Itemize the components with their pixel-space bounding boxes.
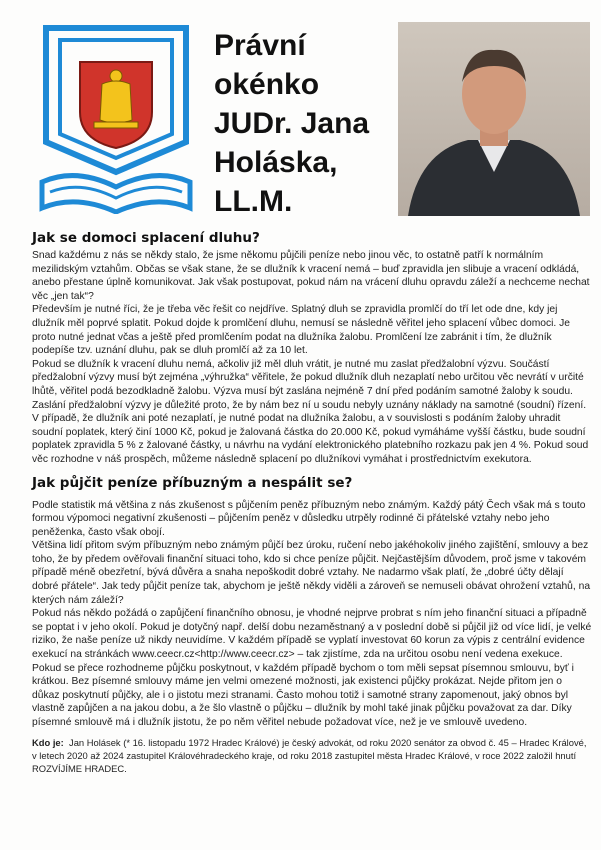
article-body [32, 230, 592, 775]
title-line: Právní [214, 29, 306, 62]
bio-text: Jan Holásek (* 16. listopadu 1972 Hradec Králové) je český advokát, od roku 2020 senátor za obvod č. 45 – Hradec Králové, v letech 2020 až 2024 zastupitel Královéhradeckého kraje, od roku 2018 zastupitel města Hradec Králové, v roce 2022 založil hnutí ROZVÍJÍME HRADEC. [32, 736, 587, 774]
title-line: okénko [214, 68, 320, 101]
municipal-logo [36, 22, 196, 214]
paragraph: Především je nutné říci, že je třeba věc řešit co nejdříve. Splatný dluh se zpravidla promlčí do tří let ode dne, kdy jej dlužník měl poprvé splatit. Pokud dojde k promlčení dluhu, nemusí se následně věřitel jeho splacení vůbec domoci. Je proto nutné jednat včas a ještě před promlčením podat na dlužníka žalobu. Promlčení lze zabránit i tím, že dlužník podepíše tzv. uznání dluhu, pak se dluh promlčí až za 10 let. [32, 304, 571, 357]
paragraph: Pokud nás někdo požádá o zapůjčení finančního obnosu, je vhodné nejprve probrat s ním jeho finanční situaci a případně se poptat i v jeho okolí. Pokud je dotyčný např. delší dobu nezaměstnaný a v poslední době si půjčil již od více lidí, je velké riziko, že naše peníze už nikdy neuvidíme. V každém případě se vyplatí investovat 60 korun za výpis z centrální evidence exekucí na stránkách www.ceecr.cz<http://www.ceecr.cz> – tak zjistíme, zda na určitou osobu není vedena exekuce. [32, 608, 592, 661]
paragraph: V případě, že dlužník ani poté nezaplatí, je nutné podat na dlužníka žalobu, a v souvislosti s podáním žaloby uhradit soudní poplatek, který činí 1000 Kč, pokud je žalovaná částka do 20.000 Kč, pokud vymáháme vyšší částku, bude soudní poplatek zpravidla 5 % z žalované částky, u návrhu na vydání elektronického platebního rozkazu pak jen 4 %. Pokud soud věc rozhodne v náš prospěch, můžeme následně splacení po dlužníkovi vymáhat i prostřednictvím exekutora. [32, 413, 589, 465]
bio-label: Kdo je: [32, 736, 64, 748]
paragraph: Podle statistik má většina z nás zkušenost s půjčením peněz příbuzným nebo známým. Každý pátý Čech však má s touto formou výpomoci negativní zkušenosti – půjčením peněz v důsledku utrpěly rodinné či přátelské vztahy nebo jeho peněženka, často však obojí. [32, 499, 586, 538]
title-line: LL.M. [214, 185, 293, 218]
title-line: Holáska, [214, 146, 338, 179]
paragraph: Snad každému z nás se někdy stalo, že jsme někomu půjčili peníze nebo jinou věc, to ostatně patří k normálním mezilidským vztahům. Občas se však stane, že se dlužník k vracení nemá – buď zpravidla jen slibuje a vracení odkládá, anebo přestane úplně komunikovat. Jak však postupovat, pokud nám na vrácení dluhu opravdu záleží a nechceme nechat věc „jen tak“? [32, 250, 590, 302]
paragraph: Pokud se přece rozhodneme půjčku poskytnout, v každém případě bychom o tom měli sepsat písemnou smlouvu, byť i krátkou. Bez písemné smlouvy máme jen velmi omezené možnosti, jak existenci půjčky prokázat. Nejde přitom jen o důkaz poskytnutí půjčky, ale i o jistotu mezi stranami. Často mohou totiž i samotné strany zapomenout, jaký obnos byl vlastně zapůjčen a na jakou dobu, a že šlo vlastně o půjčku – dlužník by mohl také jinak půjčku považovat za dar. Díky písemné smlouvě má i dlužník jistotu, že po něm věřitel nebude požadovat více, než je ve smlouvě uvedeno. [32, 662, 574, 728]
paragraph: Většina lidí přitom svým příbuzným nebo známým půjčí bez úroku, ručení nebo jakéhokoliv jiného zajištění, smlouvy a bez toho, že by předem ověřovali finanční situaci toho, kdo si chce peníze půjčit. Nejčastějším důvodem, proč jsme v takovém případě méně obezřetní, bývá důvěra a snaha nepoškodit dobré vztahy. Ne nadarmo však platí, že „dobré účty dělají dobré přátele“. Jak tedy půjčit peníze tak, abychom je ještě někdy viděli a zároveň se nemuseli obávat ohrožení vztahů, na kterých nám záleží? [32, 540, 591, 606]
page-title [214, 26, 394, 221]
author-bio [32, 736, 592, 775]
title-line: JUDr. Jana [214, 107, 370, 140]
spacer [32, 467, 592, 475]
section-heading: Jak se domoci splacení dluhu? [32, 230, 260, 246]
paragraph: Pokud se dlužník k vracení dluhu nemá, ačkoliv již měl dluh vrátit, je nutné mu zaslat předžalobní výzvu. Součástí předžalobní výzvy musí být zejména „výhružka“ věřitele, že pokud dlužník dluh nezaplatí nebo určitou věc nevrátí v určité lhůtě, věřitel podá bezodkladně žalobu. Výzva musí být zaslána nejméně 7 dní před podáním samotné žaloby k soudu. Zaslání předžalobní výzvy je důležité proto, že by nám bez ní u soudu nebyly uznány náklady na samotné (soudní) řízení. [32, 358, 587, 411]
section-heading: Jak půjčit peníze příbuzným a nespálit se? [32, 474, 353, 491]
author-portrait [398, 22, 590, 216]
